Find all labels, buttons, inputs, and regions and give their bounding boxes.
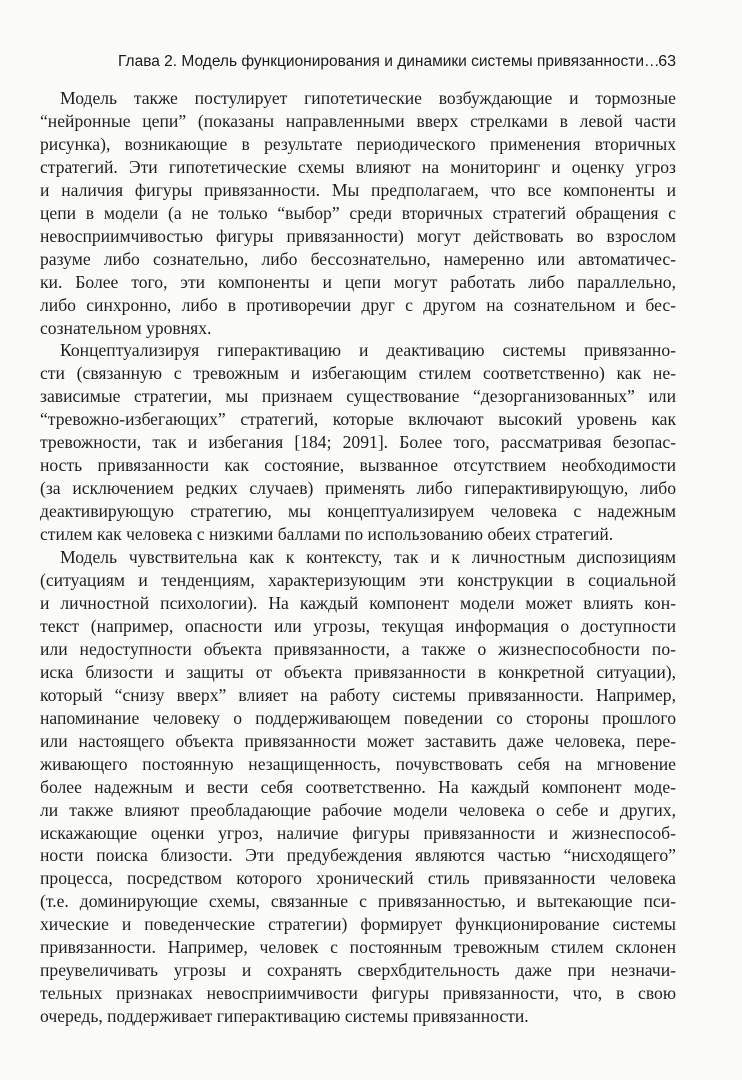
text-line: привязанности. Например, человек с постоянным тревожным стилем склонен: [40, 937, 676, 958]
text-line: искажающие оценки угроз, наличие фигуры привязанности и жизнеспособ-: [40, 822, 676, 843]
chapter-title: Глава 2. Модель функционирования и динамики системы привязанности…: [118, 53, 660, 70]
text-line: ности поиска близости. Эти предубеждения являются частью “нисходящего”: [40, 845, 676, 866]
text-line: цепи в модели (а не только “выбор” среди вторичных стратегий обращения с: [40, 202, 676, 223]
paragraph: [40, 339, 676, 546]
text-line: текст (например, опасности или угрозы, текущая информация о доступности: [40, 615, 676, 636]
text-line: (за исключением редких случаев) применять либо гиперактивирующую, либо: [40, 478, 676, 499]
text-line: живающего постоянную незащищенность, почувствовать себя на мгновение: [40, 753, 676, 774]
text-line: разуме либо сознательно, либо бессознательно, намеренно или автоматичес-: [40, 248, 676, 269]
text-line: деактивирующую стратегию, мы концептуализируем человека с надежным: [40, 501, 676, 522]
body-text: [40, 87, 676, 1028]
text-line: очередь, поддерживает гиперактивацию системы привязанности.: [40, 1006, 529, 1027]
text-line: стратегий. Эти гипотетические схемы влияют на мониторинг и оценку угроз: [40, 156, 676, 177]
text-line: ность привязанности как состояние, вызванное отсутствием необходимости: [40, 455, 676, 476]
running-header: [40, 50, 676, 74]
text-line: (т.е. доминирующие схемы, связанные с привязанностью, и вытекающие пси-: [40, 891, 676, 912]
text-line: или настоящего объекта привязанности может заставить даже человека, пере-: [40, 730, 676, 751]
paragraph: [40, 87, 676, 339]
text-line: ли также влияют преобладающие рабочие модели человека о себе и других,: [40, 799, 676, 820]
text-line: либо синхронно, либо в противоречии друг с другом на сознательном и бес-: [40, 294, 676, 315]
text-line: напоминание человеку о поддерживающем поведении со стороны прошлого: [40, 707, 676, 728]
paragraph: [40, 546, 676, 1028]
text-line: хические и поведенческие стратегии) формирует функционирование системы: [40, 914, 676, 935]
text-line: процесса, посредством которого хронический стиль привязанности человека: [40, 868, 676, 889]
text-line: рисунка), возникающие в результате периодического применения вторичных: [40, 133, 676, 154]
text-line: более надежным и вести себя соответственно. На каждый компонент моде-: [40, 776, 676, 797]
text-line: Модель также постулирует гипотетические возбуждающие и тормозные: [60, 88, 676, 108]
text-line: тревожности, так и избегания [184; 2091]. Более того, рассматривая безопас-: [40, 432, 676, 453]
text-line: тельных признаках невосприимчивости фигуры привязанности, что, в свою: [40, 983, 676, 1004]
text-line: зависимые стратегии, мы признаем существование “дезорганизованных” или: [40, 386, 676, 407]
text-line: иска близости и защиты от объекта привязанности в конкретной ситуации),: [40, 661, 676, 682]
text-line: который “снизу вверх” влияет на работу системы привязанности. Например,: [40, 684, 676, 705]
text-line: “нейронные цепи” (показаны направленными вверх стрелками в левой части: [40, 110, 676, 131]
text-line: Модель чувствительна как к контексту, так и к личностным диспозициям: [60, 547, 676, 568]
text-line: и наличия фигуры привязанности. Мы предполагаем, что все компоненты и: [40, 179, 676, 200]
text-line: ки. Более того, эти компоненты и цепи могут работать либо параллельно,: [40, 271, 676, 292]
text-line: Концептуализируя гиперактивацию и деактивацию системы привязанно-: [60, 340, 676, 361]
text-line: сознательном уровнях.: [40, 317, 212, 338]
text-line: преувеличивать угрозы и сохранять сверхбдительность даже при незначи-: [40, 960, 676, 981]
text-line: невосприимчивостью фигуры привязанности) могут действовать во взрослом: [40, 225, 676, 246]
page-number: 63: [658, 53, 676, 70]
text-line: сти (связанную с тревожным и избегающим стилем соответственно) как не-: [40, 363, 676, 384]
text-line: или недоступности объекта привязанности, а также о жизнеспособности по-: [40, 638, 676, 659]
text-line: “тревожно-избегающих” стратегий, которые включают высокий уровень как: [40, 409, 676, 430]
text-line: и личностной психологии). На каждый компонент модели может влиять кон-: [40, 592, 676, 613]
text-line: (ситуациям и тенденциям, характеризующим эти конструкции в социальной: [40, 570, 676, 591]
text-line: стилем как человека с низкими баллами по использованию обеих стратегий.: [40, 524, 614, 545]
